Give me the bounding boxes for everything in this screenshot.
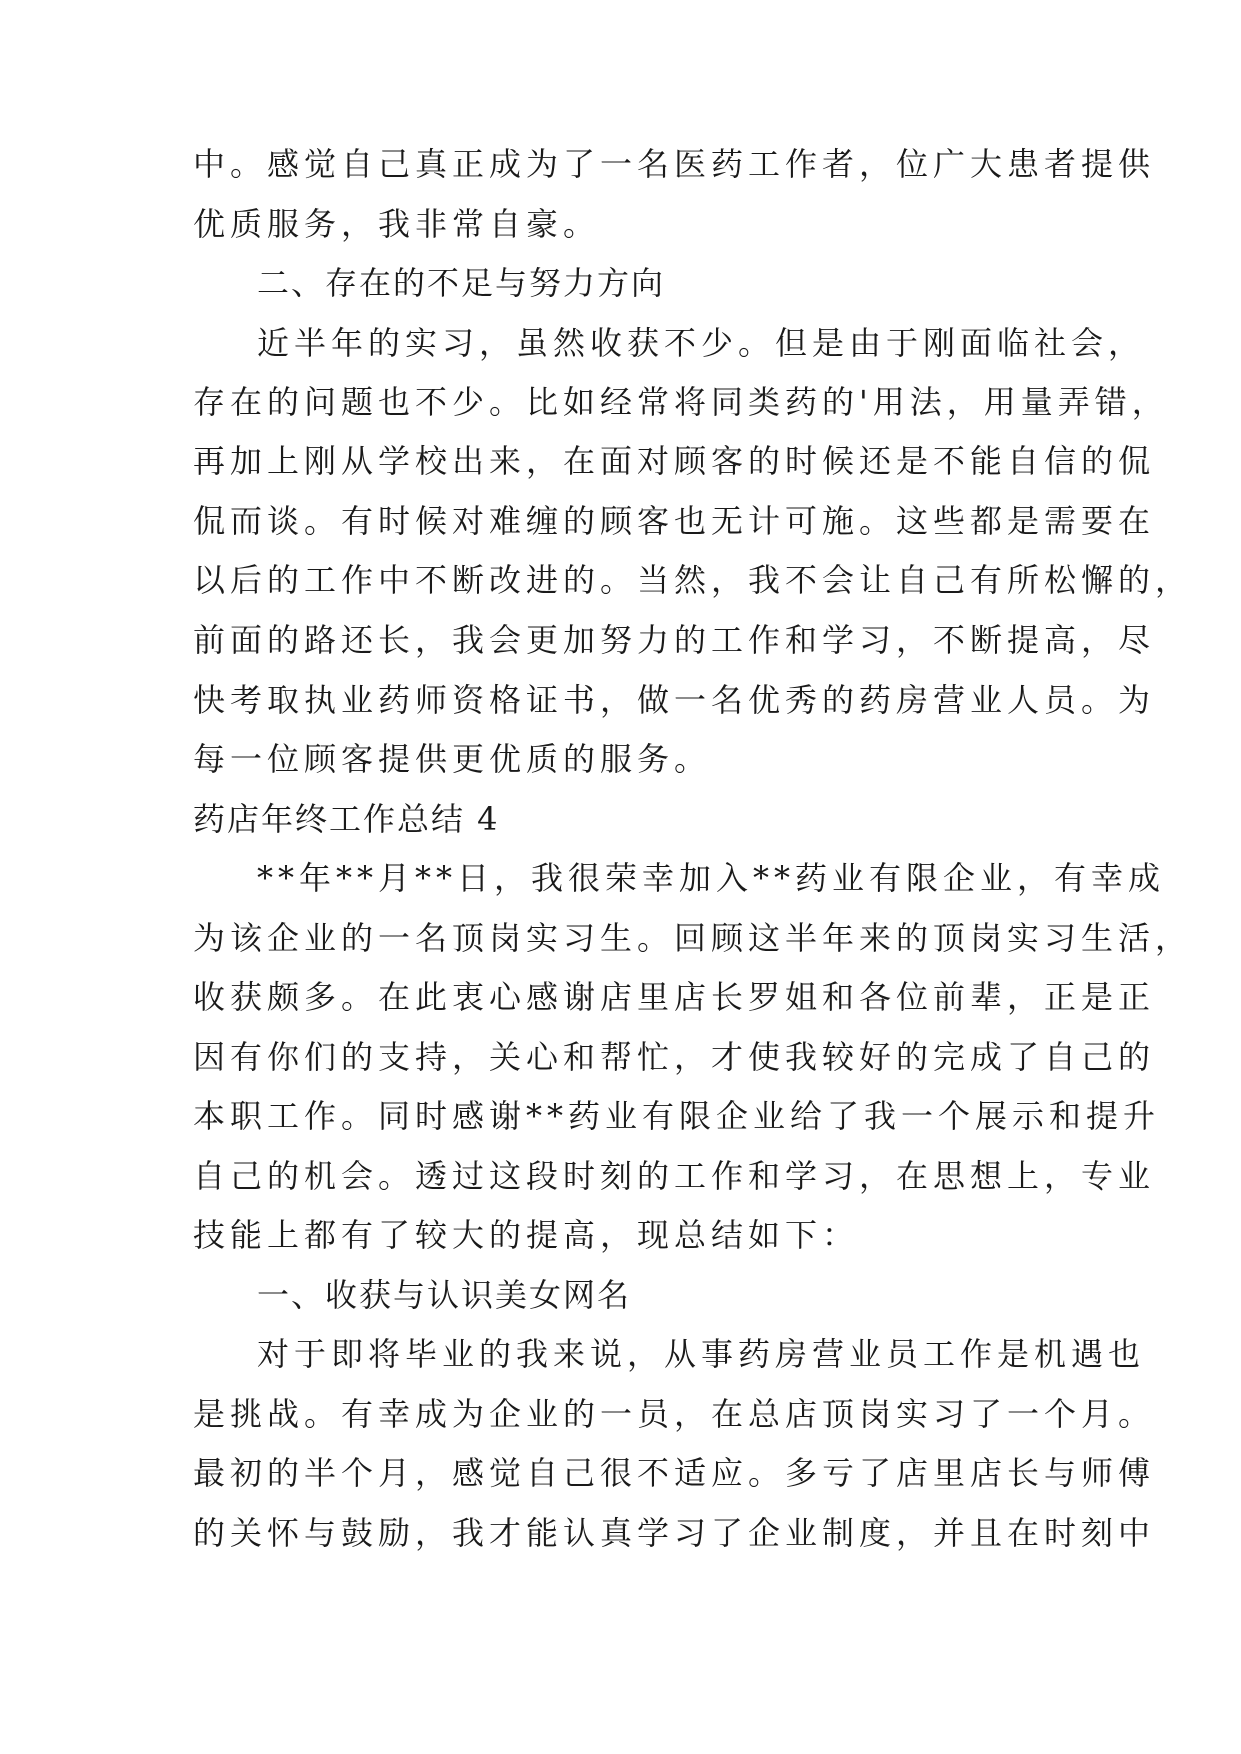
text-line: 的关怀与鼓励，我才能认真学习了企业制度，并且在时刻中 (193, 1514, 1156, 1552)
text-line: 收获颇多。在此衷心感谢店里店长罗姐和各位前辈，正是正 (193, 978, 1156, 1016)
section-heading: 二、存在的不足与努力方向 (257, 264, 666, 302)
text-line: 对于即将毕业的我来说，从事药房营业员工作是机遇也 (257, 1335, 1146, 1373)
text-line: 中。感觉自己真正成为了一名医药工作者，位广大患者提供 (193, 145, 1156, 183)
text-line: 快考取执业药师资格证书，做一名优秀的药房营业人员。为 (193, 681, 1156, 719)
text-line: 侃而谈。有时候对难缠的顾客也无计可施。这些都是需要在 (193, 502, 1156, 540)
text-line: 本职工作。同时感谢**药业有限企业给了我一个展示和提升 (193, 1097, 1161, 1135)
section-heading: 一、收获与认识美女网名 (257, 1276, 632, 1314)
text-line: 优质服务，我非常自豪。 (193, 205, 601, 243)
text-line: 再加上刚从学校出来，在面对顾客的时候还是不能自信的侃 (193, 442, 1156, 480)
text-line: 以后的工作中不断改进的。当然，我不会让自己有所松懈的， (193, 561, 1193, 599)
text-line: 为该企业的一名顶岗实习生。回顾这半年来的顶岗实习生活， (193, 919, 1193, 957)
text-line: 前面的路还长，我会更加努力的工作和学习，不断提高，尽 (193, 621, 1156, 659)
text-line: 自己的机会。透过这段时刻的工作和学习，在思想上，专业 (193, 1157, 1156, 1195)
text-line: 存在的问题也不少。比如经常将同类药的'用法，用量弄错， (193, 383, 1169, 421)
text-line: 最初的半个月，感觉自己很不适应。多亏了店里店长与师傅 (193, 1454, 1156, 1492)
text-line: **年**月**日，我很荣幸加入**药业有限企业，有幸成 (257, 859, 1166, 897)
text-line: 因有你们的支持，关心和帮忙，才使我较好的完成了自己的 (193, 1038, 1156, 1076)
text-line: 技能上都有了较大的提高，现总结如下： (193, 1216, 860, 1254)
text-line: 是挑战。有幸成为企业的一员，在总店顶岗实习了一个月。 (193, 1395, 1156, 1433)
text-line: 每一位顾客提供更优质的服务。 (193, 740, 712, 778)
text-line: 近半年的实习，虽然收获不少。但是由于刚面临社会， (257, 324, 1146, 362)
document-title: 药店年终工作总结 4 (193, 800, 500, 838)
